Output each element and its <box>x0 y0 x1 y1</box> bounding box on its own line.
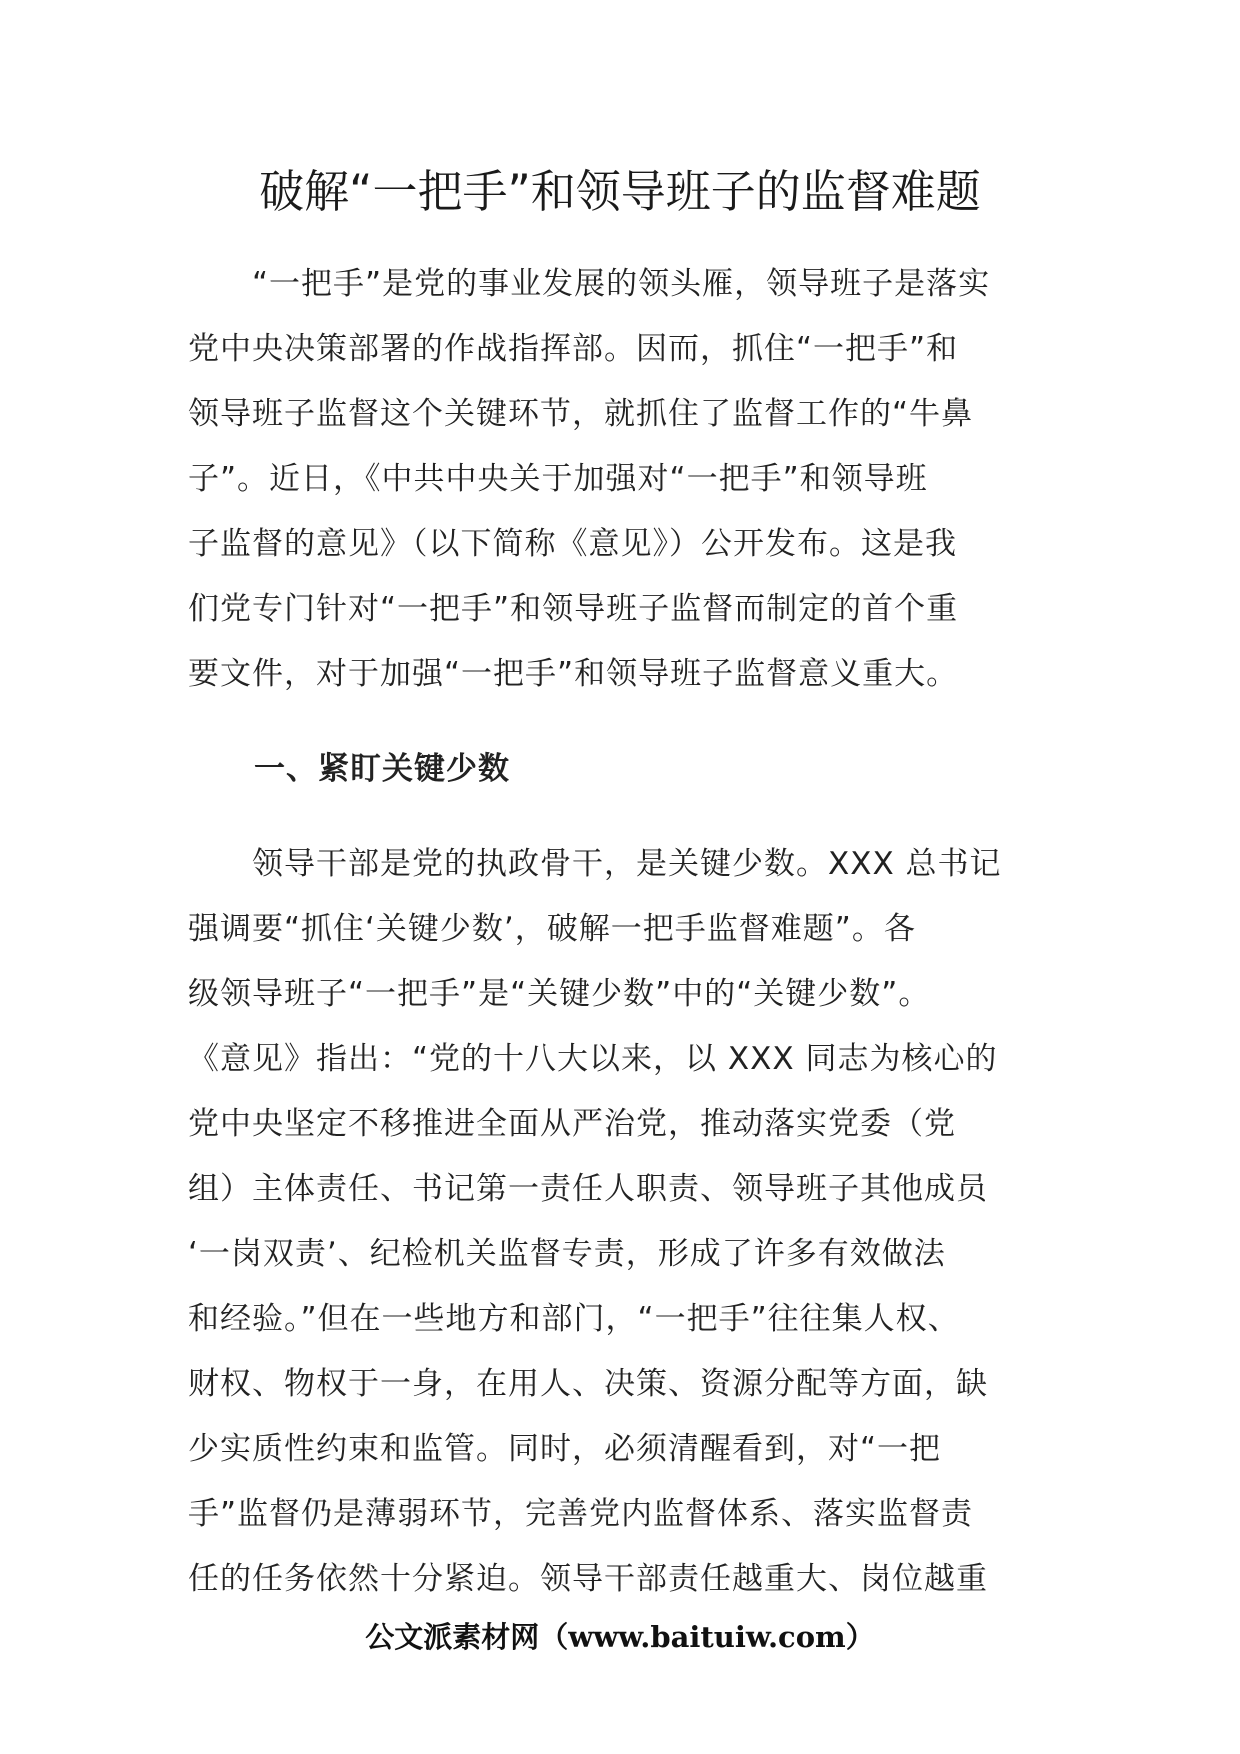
paragraph-line: 强调要“抓住‘关键少数’，破解一把手监督难题”。各 <box>188 911 916 947</box>
paragraph-line: 《意见》指出：“党的十八大以来，以 XXX 同志为核心的 <box>188 1041 998 1077</box>
paragraph-line: 党中央坚定不移推进全面从严治党，推动落实党委（党 <box>188 1106 956 1142</box>
paragraph-line: 和经验。”但在一些地方和部门，“一把手”往往集人权、 <box>188 1301 960 1337</box>
paragraph-line: 级领导班子“一把手”是“关键少数”中的“关键少数”。 <box>188 976 931 1012</box>
paragraph-line: 组）主体责任、书记第一责任人职责、领导班子其他成员 <box>188 1171 988 1207</box>
paragraph-spacer <box>188 802 1038 832</box>
paragraph-line: 手”监督仍是薄弱环节，完善党内监督体系、落实监督责 <box>188 1496 974 1532</box>
paragraph-line: 财权、物权于一身，在用人、决策、资源分配等方面，缺 <box>188 1366 988 1402</box>
document-title: 破解“一把手”和领导班子的监督难题 <box>259 165 981 218</box>
section-heading: 一、紧盯关键少数 <box>254 751 510 787</box>
paragraph-line: 任的任务依然十分紧迫。领导干部责任越重大、岗位越重 <box>188 1561 988 1597</box>
paragraph-line: 领导班子监督这个关键环节，就抓住了监督工作的“牛鼻 <box>188 396 974 432</box>
paragraph-line: 少实质性约束和监管。同时，必须清醒看到，对“一把 <box>188 1431 942 1467</box>
paragraph-line: 党中央决策部署的作战指挥部。因而，抓住“一把手”和 <box>188 331 959 367</box>
document-body <box>188 252 1038 1612</box>
paragraph-line: 子监督的意见》（以下简称《意见》）公开发布。这是我 <box>188 526 957 562</box>
paragraph-line: “一把手”是党的事业发展的领头雁，领导班子是落实 <box>188 266 991 302</box>
paragraph-line: 们党专门针对“一把手”和领导班子监督而制定的首个重 <box>188 591 959 627</box>
intro-paragraph <box>188 252 1038 707</box>
section-paragraph <box>188 832 1038 1612</box>
paragraph-line: 子”。近日，《中共中央关于加强对“一把手”和领导班 <box>188 461 928 497</box>
paragraph-line: 要文件，对于加强“一把手”和领导班子监督意义重大。 <box>188 656 959 692</box>
paragraph-line: 领导干部是党的执政骨干，是关键少数。XXX 总书记 <box>188 846 1002 882</box>
footer-watermark: 公文派素材网（www.baituiw.com） <box>365 1620 875 1654</box>
paragraph-line: ‘一岗双责’、纪检机关监督专责，形成了许多有效做法 <box>188 1236 946 1272</box>
paragraph-spacer <box>188 707 1038 737</box>
